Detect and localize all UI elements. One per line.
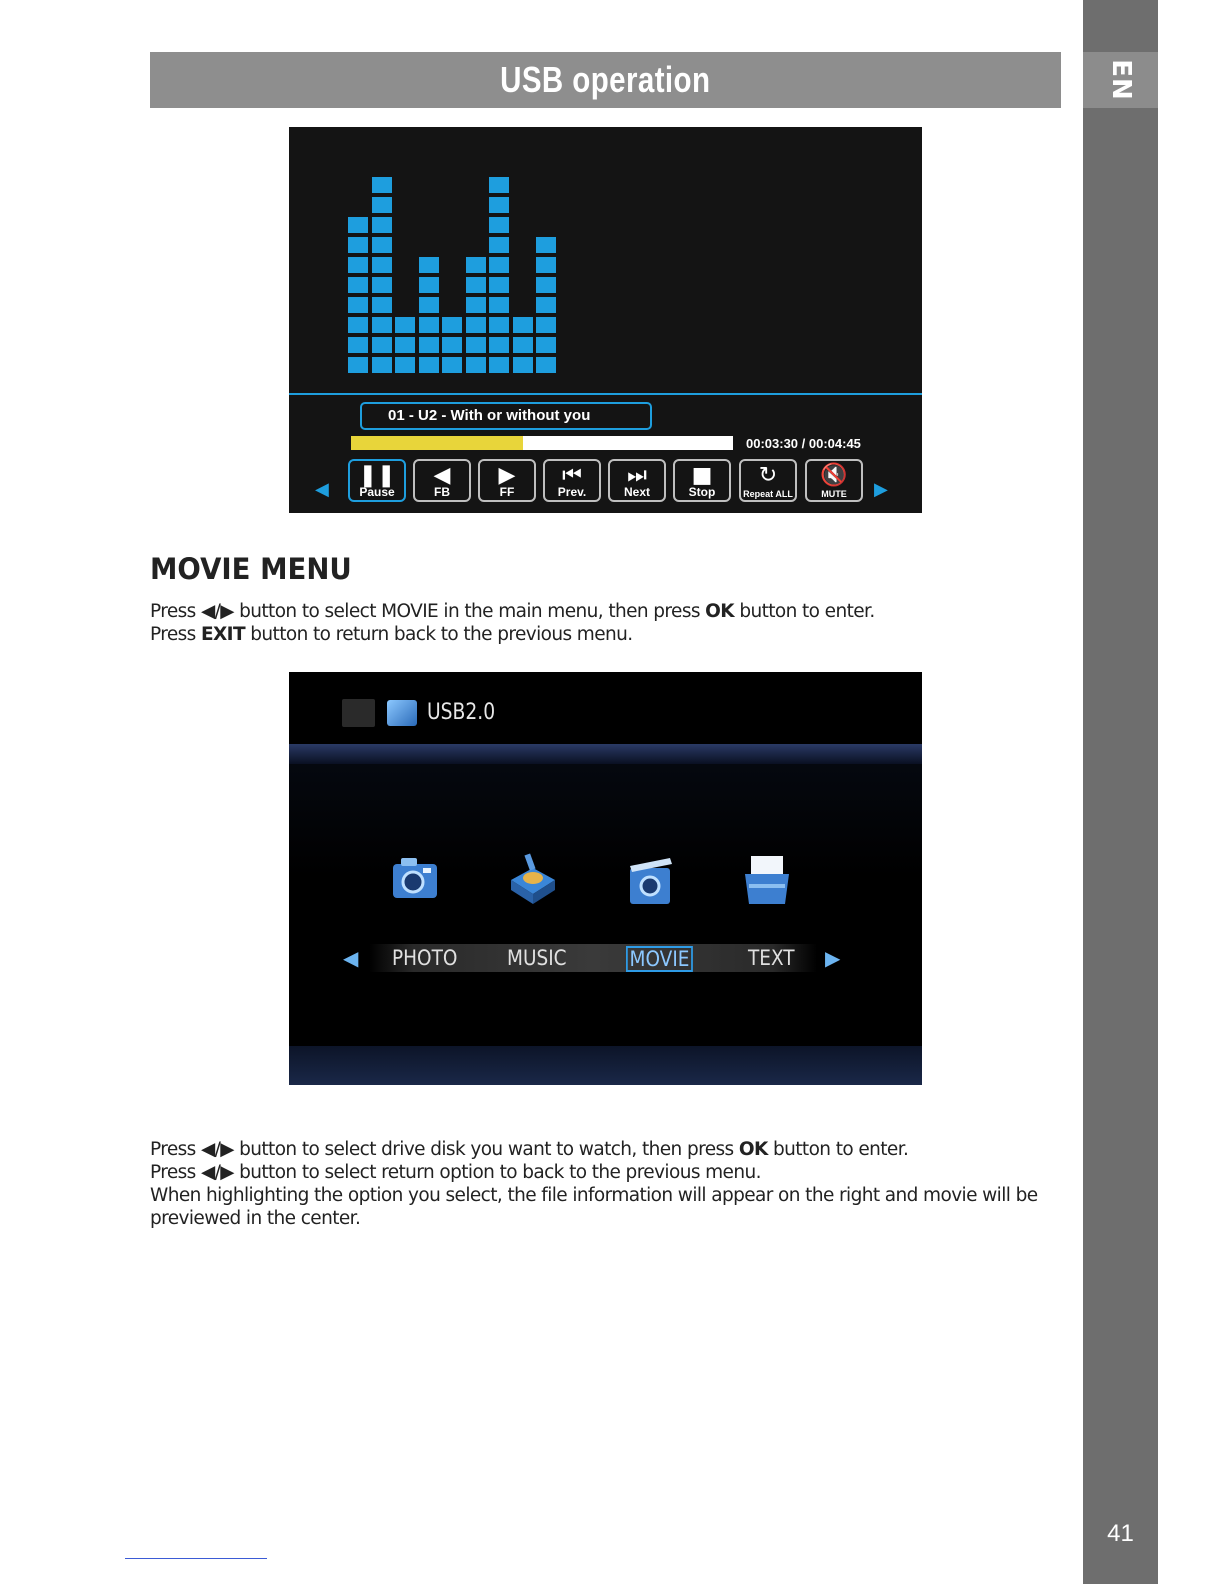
equalizer-cell: [372, 257, 392, 273]
equalizer-cell: [536, 277, 556, 293]
equalizer-cell: [489, 177, 509, 193]
time-readout: 00:03:30 / 00:04:45: [746, 436, 861, 451]
menu-item-movie[interactable]: MOVIE: [626, 946, 693, 972]
equalizer-cell: [489, 357, 509, 373]
usb-drive-icon: [387, 700, 417, 726]
mute-icon: 🔇: [820, 463, 848, 488]
next-button[interactable]: ⏭ Next: [608, 459, 666, 502]
equalizer-cell: [536, 317, 556, 333]
menu-item-photo[interactable]: PHOTO: [392, 946, 458, 970]
movie-clapper-icon: [624, 850, 676, 908]
language-label: EN: [1105, 59, 1136, 101]
main-menu-screenshot: [289, 672, 922, 1085]
fast-backward-button[interactable]: ◀ FB: [413, 459, 471, 502]
equalizer-cell: [489, 317, 509, 333]
side-tab: [1083, 0, 1158, 1584]
mute-button[interactable]: 🔇 MUTE: [805, 459, 863, 502]
equalizer-cell: [513, 337, 533, 353]
repeat-button[interactable]: ↻ Repeat ALL: [739, 459, 797, 502]
equalizer-cell: [489, 237, 509, 253]
progress-bar: [351, 436, 733, 450]
intro-line-1: Press ◀/▶ button to select MOVIE in the main menu, then press OK button to enter.: [150, 601, 875, 622]
equalizer-cell: [442, 337, 462, 353]
skip-next-icon: ⏭: [627, 463, 647, 488]
equalizer-cell: [536, 297, 556, 313]
stop-button[interactable]: ■ Stop: [673, 459, 731, 502]
equalizer-cell: [466, 357, 486, 373]
menu-item-music[interactable]: MUSIC: [507, 946, 567, 970]
language-tab: [1083, 52, 1158, 108]
equalizer-cell: [348, 317, 368, 333]
music-player-screenshot: [289, 127, 922, 513]
equalizer-cell: [513, 357, 533, 373]
left-arrow-icon: ◀: [315, 479, 329, 500]
equalizer-cell: [419, 297, 439, 313]
equalizer-cell: [372, 197, 392, 213]
previous-button[interactable]: ⏮ Prev.: [543, 459, 601, 502]
equalizer-cell: [466, 277, 486, 293]
equalizer-cell: [489, 337, 509, 353]
equalizer-cell: [348, 237, 368, 253]
equalizer-cell: [536, 337, 556, 353]
equalizer-cell: [348, 257, 368, 273]
equalizer-cell: [372, 277, 392, 293]
equalizer-cell: [372, 317, 392, 333]
equalizer-cell: [466, 317, 486, 333]
track-title: 01 - U2 - With or without you: [360, 402, 652, 430]
text-document-icon: [741, 850, 793, 908]
equalizer-cell: [348, 357, 368, 373]
equalizer-cell: [442, 317, 462, 333]
section-title: USB operation: [500, 59, 711, 100]
section-header: [150, 52, 1061, 108]
equalizer-cell: [348, 217, 368, 233]
page-number: 41: [1107, 1520, 1134, 1547]
repeat-icon: ↻: [758, 463, 778, 488]
rewind-icon: ◀: [433, 463, 451, 488]
fast-forward-button[interactable]: ▶ FF: [478, 459, 536, 502]
stop-icon: ■: [691, 463, 713, 488]
equalizer-cell: [372, 217, 392, 233]
equalizer-cell: [419, 277, 439, 293]
equalizer-cell: [536, 357, 556, 373]
menu-item-text[interactable]: TEXT: [748, 946, 795, 970]
equalizer-cell: [419, 357, 439, 373]
equalizer-cell: [536, 257, 556, 273]
equalizer-cell: [372, 357, 392, 373]
menu-left-arrow-icon[interactable]: ◀: [343, 946, 359, 970]
equalizer-cell: [348, 337, 368, 353]
equalizer-cell: [536, 237, 556, 253]
progress-fill: [351, 436, 523, 450]
music-disc-icon: [507, 850, 559, 908]
intro-line-2: Press EXIT button to return back to the previous menu.: [150, 624, 633, 645]
equalizer-cell: [489, 297, 509, 313]
equalizer-cell: [442, 357, 462, 373]
drive-label: USB2.0: [427, 700, 496, 725]
equalizer-cell: [419, 257, 439, 273]
equalizer-cell: [466, 337, 486, 353]
equalizer-cell: [466, 297, 486, 313]
equalizer-cell: [372, 177, 392, 193]
equalizer-cell: [372, 337, 392, 353]
equalizer-cell: [395, 317, 415, 333]
skip-previous-icon: ⏮: [562, 463, 582, 488]
equalizer-cell: [372, 297, 392, 313]
equalizer-cell: [489, 257, 509, 273]
right-arrow-icon: ▶: [874, 479, 888, 500]
equalizer-cell: [489, 217, 509, 233]
divider-line: [289, 393, 922, 395]
equalizer-cell: [513, 317, 533, 333]
equalizer: [289, 127, 922, 397]
equalizer-cell: [348, 277, 368, 293]
instruction-line-1: Press ◀/▶ button to select drive disk you want to watch, then press OK button to enter.: [150, 1139, 909, 1160]
instruction-line-4: previewed in the center.: [150, 1208, 361, 1229]
instruction-line-3: When highlighting the option you select, the file information will appear on the right and movie will be: [150, 1185, 1038, 1206]
footer-line: [125, 1558, 267, 1559]
pause-icon: ❚❚: [358, 463, 396, 488]
pause-button[interactable]: ❚❚ Pause: [348, 459, 406, 502]
equalizer-cell: [419, 337, 439, 353]
equalizer-cell: [466, 257, 486, 273]
forward-icon: ▶: [498, 463, 516, 488]
menu-right-arrow-icon[interactable]: ▶: [825, 946, 841, 970]
equalizer-cell: [489, 197, 509, 213]
equalizer-cell: [372, 237, 392, 253]
photo-camera-icon: [389, 850, 441, 908]
equalizer-cell: [395, 337, 415, 353]
instruction-line-2: Press ◀/▶ button to select return option to back to the previous menu.: [150, 1162, 761, 1183]
equalizer-cell: [348, 297, 368, 313]
back-button[interactable]: [342, 699, 375, 727]
equalizer-cell: [489, 277, 509, 293]
equalizer-cell: [419, 317, 439, 333]
movie-menu-heading: MOVIE MENU: [150, 552, 352, 586]
equalizer-cell: [395, 357, 415, 373]
